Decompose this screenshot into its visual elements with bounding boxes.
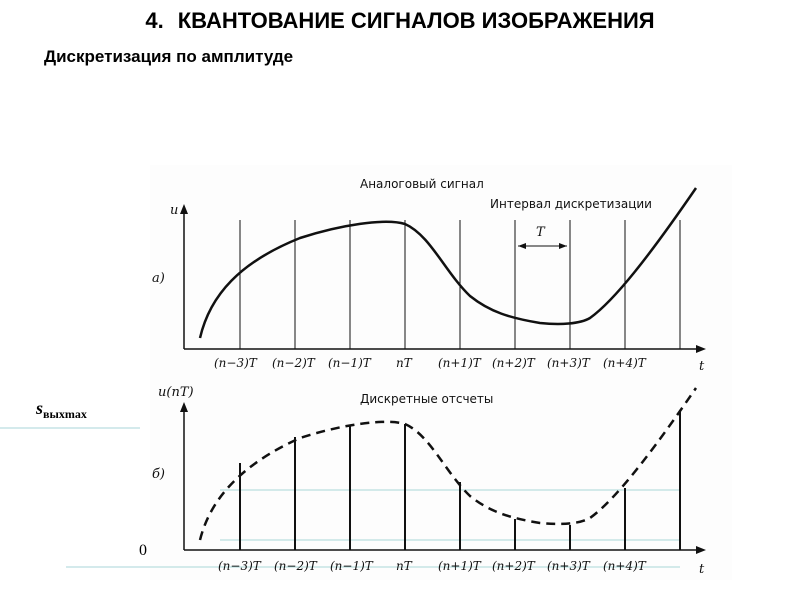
bottom-tick-label: (n−3)T [218,559,261,573]
bottom-tick-label: (n−2)T [274,559,317,573]
top-tick-label: (n−1)T [328,356,371,370]
top-tick-label: (n+4)T [603,356,646,370]
bottom-tick-label: (n+4)T [603,559,646,573]
bottom-y-axis-label: u(nT) [158,385,194,400]
top-tick-label: (n+1)T [438,356,481,370]
slide-subtitle: Дискретизация по амплитуде [44,47,294,66]
top-y-axis-label: u [170,203,179,218]
bottom-x-axis-label: t [699,562,705,577]
bottom-tick-label: (n+1)T [438,559,481,573]
sampling-interval-caption: Интервал дискретизации [490,197,652,211]
slide-title-text: КВАНТОВАНИЕ СИГНАЛОВ ИЗОБРАЖЕНИЯ [177,8,655,33]
panel-b-label: б) [152,467,166,482]
bottom-tick-label: nT [396,559,412,573]
period-label: T [536,225,545,240]
top-x-axis-label: t [699,359,705,374]
bottom-tick-label: (n+2)T [492,559,535,573]
max-level-subscript: выхmax [43,407,87,421]
analog-signal-caption: Аналоговый сигнал [360,177,484,191]
slide-number: 4. [145,8,164,33]
figure-background [150,165,732,580]
top-tick-label: (n−3)T [214,356,257,370]
max-level-symbol: s [36,398,44,418]
top-tick-label: nT [396,356,412,370]
discrete-samples-caption: Дискретные отсчеты [360,392,494,406]
top-tick-label: (n−2)T [272,356,315,370]
top-tick-label: (n+3)T [547,356,590,370]
bottom-tick-label: (n−1)T [330,559,373,573]
top-tick-label: (n+2)T [492,356,535,370]
zero-level-label: 0 [139,542,147,559]
bottom-tick-label: (n+3)T [547,559,590,573]
panel-a-label: а) [152,271,165,286]
